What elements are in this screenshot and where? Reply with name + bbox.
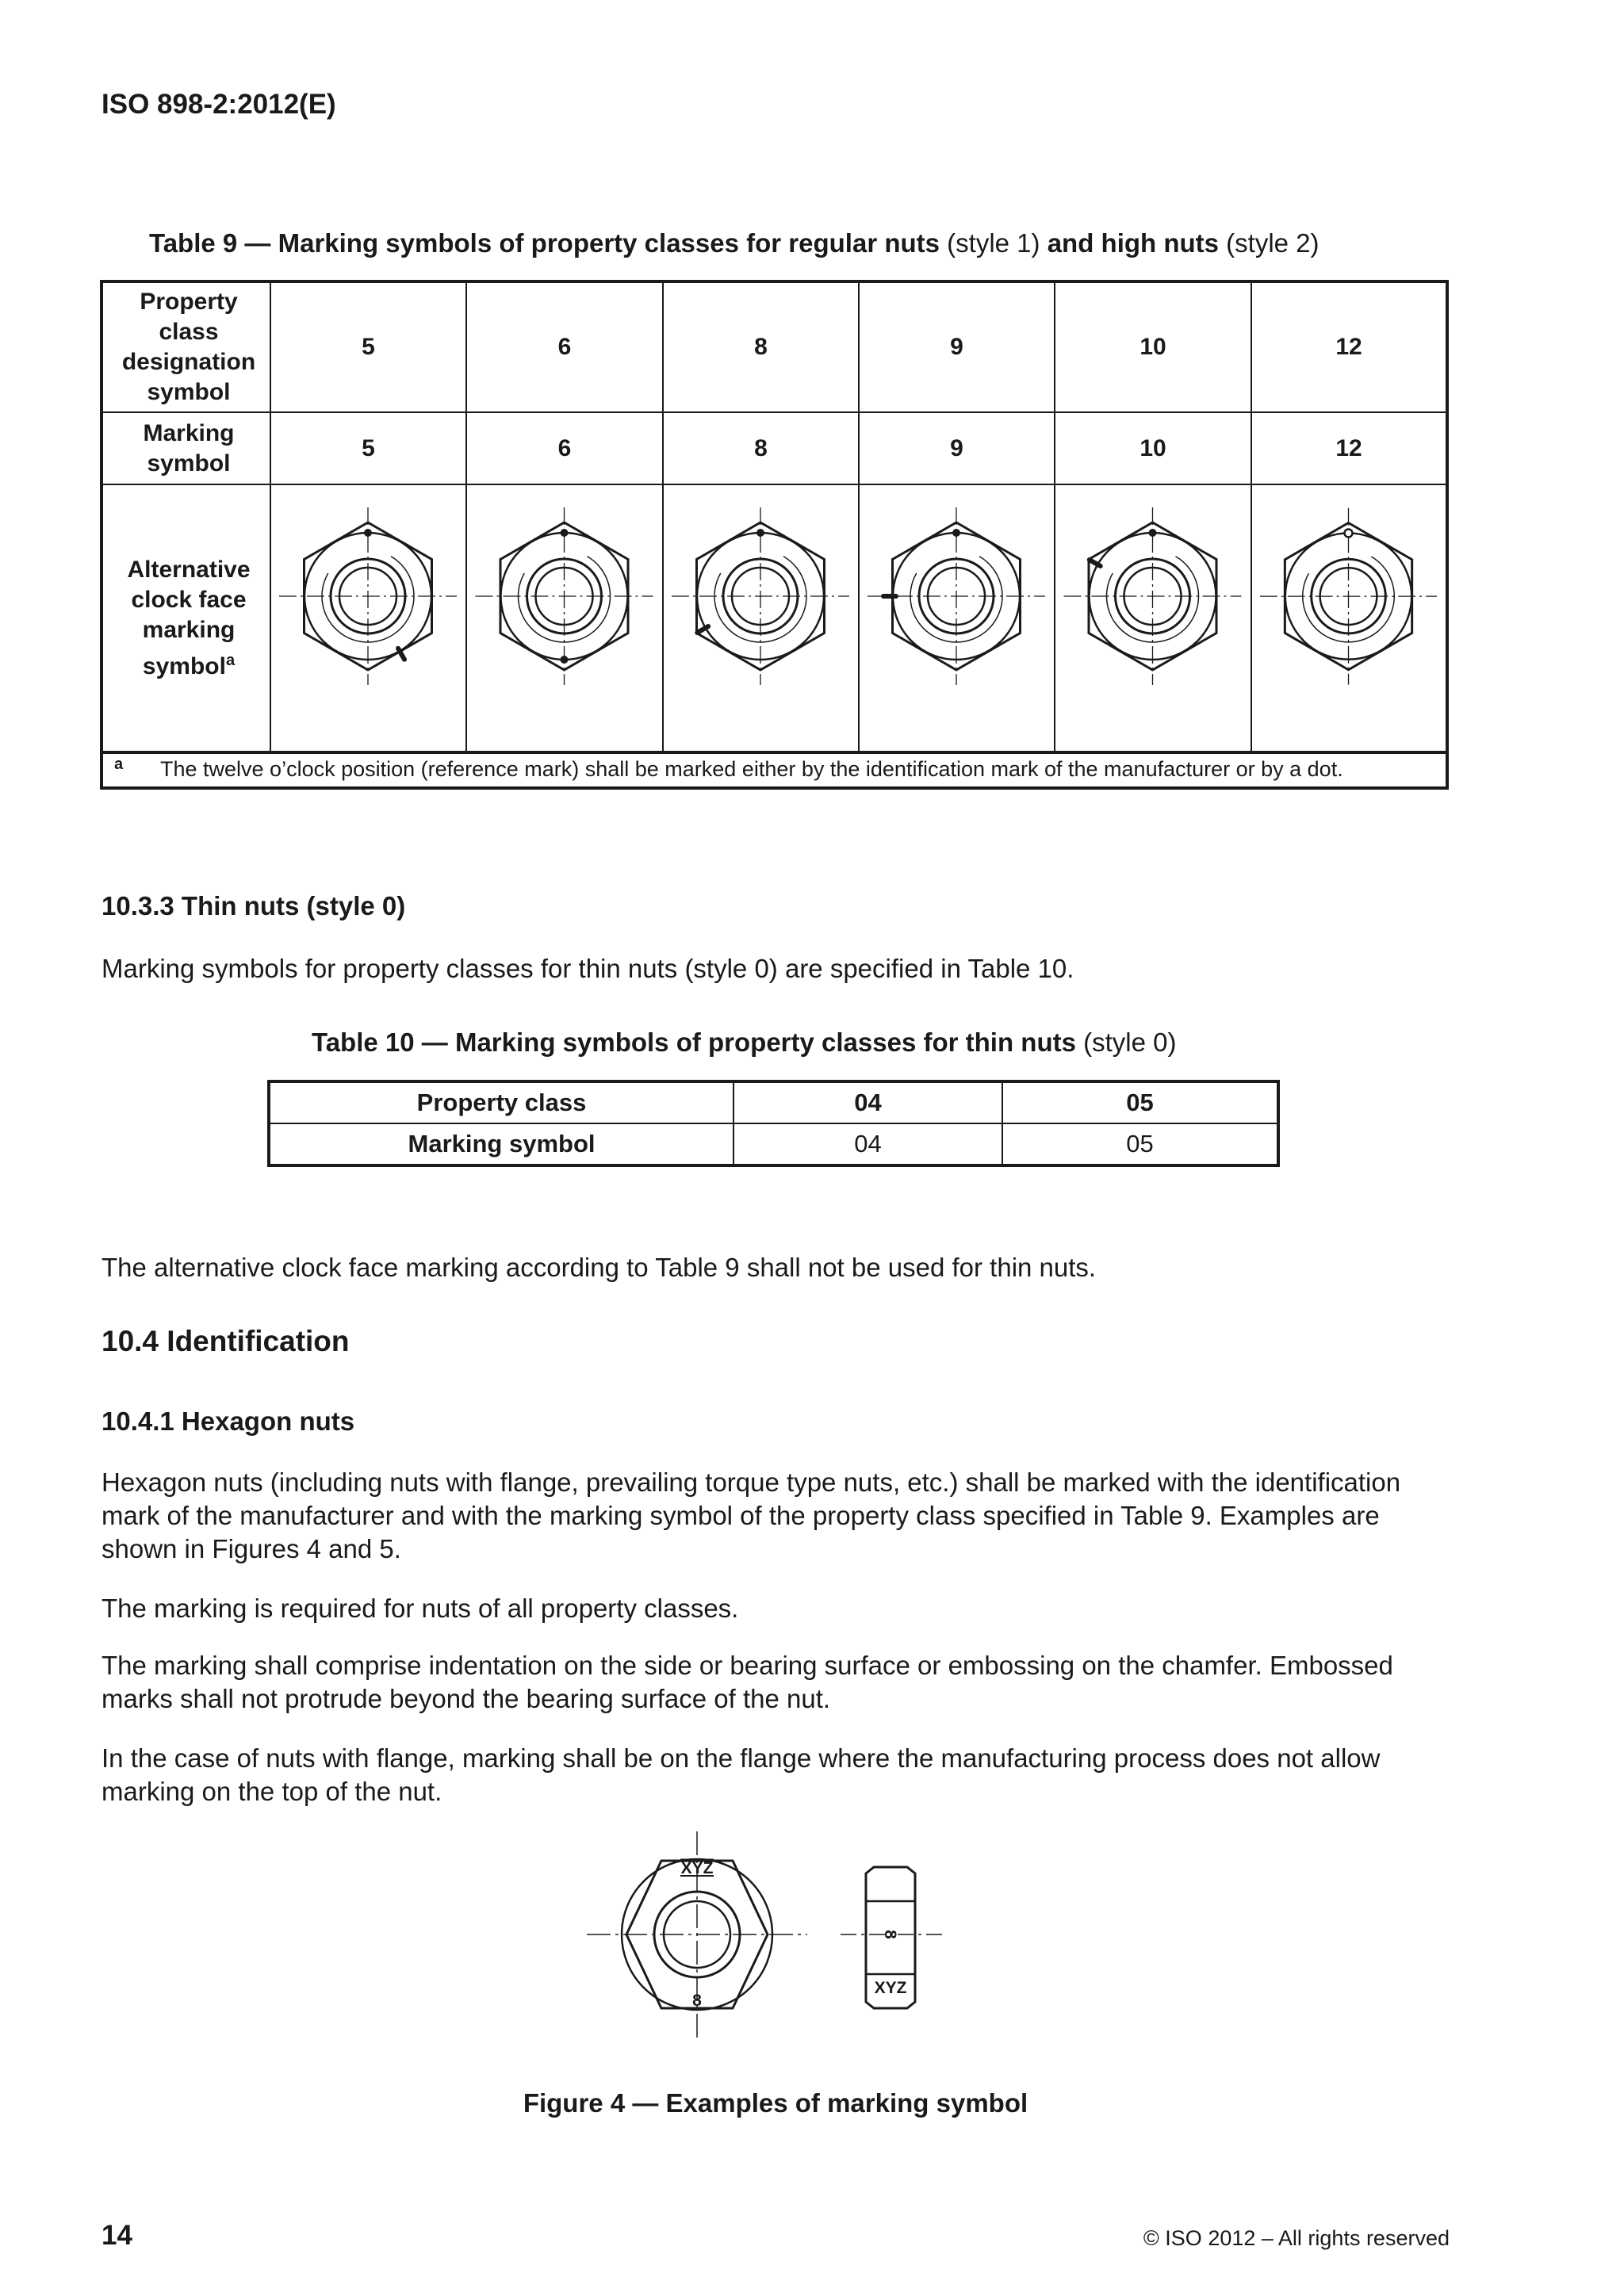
clock-face-nut-diagram [271, 485, 465, 751]
clock-face-nut-diagram [467, 485, 662, 751]
table10-header-property-class: Property class [416, 1089, 587, 1116]
table10 [267, 1080, 1280, 1167]
class-cell: 9 [950, 334, 963, 360]
section-heading: 10.3.3 Thin nuts (style 0) [102, 891, 406, 920]
table10-marking-cell: 04 [854, 1130, 882, 1158]
section-heading: 10.4 Identification [102, 1325, 350, 1357]
section-heading: 10.4.1 Hexagon nuts [102, 1406, 355, 1436]
reference-dot-icon [756, 529, 764, 537]
side-manufacturer-mark-label: XYZ [874, 1979, 907, 1997]
manufacturer-mark-label: XYZ [680, 1859, 714, 1877]
paragraph: Hexagon nuts (including nuts with flange, prevailing torque type nuts, etc.) shall be marked with the identification mark of the manufacturer and with the marking symbol of the property class specified in Table 9. Examples are shown in Figures 4 and 5. [102, 1468, 1401, 1563]
copyright: © ISO 2012 – All rights reserved [1143, 2226, 1450, 2250]
row-header-marking: Marking symbol [143, 419, 235, 476]
paragraph: The marking is required for nuts of all property classes. [102, 1594, 739, 1623]
paragraph: The marking shall comprise indentation on the side or bearing surface or embossing on the chamfer. Embossed marks shall not protrude beyond the bearing surface of the nut. [102, 1651, 1393, 1713]
table10-class-cell: 04 [854, 1089, 882, 1116]
figure4-caption: Figure 4 — Examples of marking symbol [523, 2088, 1028, 2118]
marking-cell: 5 [362, 434, 375, 461]
paragraph: In the case of nuts with flange, marking shall be on the flange where the manufacturing process does not allow marking on the top of the nut. [102, 1743, 1381, 1806]
table10-header-marking-symbol: Marking symbol [408, 1130, 596, 1158]
reference-dot-icon [952, 529, 960, 537]
marking-cell: 6 [557, 434, 572, 461]
reference-dot-icon [364, 529, 372, 537]
clock-face-nut-diagram [1252, 485, 1446, 751]
clock-face-nut-diagram [664, 485, 858, 751]
table10-caption: Table 10 — Marking symbols of property classes for thin nuts (style 0) [312, 1027, 1177, 1057]
class-mark-label: 8 [692, 1992, 702, 2010]
class-cell: 10 [1139, 334, 1166, 360]
class-cell: 12 [1335, 334, 1362, 360]
figure4-diagram [587, 1823, 967, 2053]
table9-caption: Table 9 — Marking symbols of property classes for regular nuts (style 1) and high nuts (style 2) [149, 228, 1320, 258]
table10-class-cell: 05 [1126, 1089, 1154, 1116]
clock-face-nut-diagram [1055, 485, 1251, 751]
class-mark-icon [1090, 560, 1101, 566]
footnote-text: The twelve o’clock position (reference mark) shall be marked either by the identification mark of the manufacturer or by a dot. [160, 757, 1343, 781]
marking-cell: 12 [1335, 434, 1362, 461]
row-header-designation: Property class designation symbol [121, 289, 256, 405]
marking-cell: 10 [1139, 434, 1166, 461]
table10-marking-cell: 05 [1126, 1130, 1154, 1158]
table9 [100, 280, 1449, 790]
class-cell: 5 [362, 334, 375, 360]
table-rule [103, 751, 1446, 754]
page-number: 14 [102, 2220, 132, 2251]
alternative-label: Alternative clock face marking symbol$^a$ [127, 556, 251, 679]
footnote-marker: a [114, 756, 124, 773]
clock-face-nut-diagram [860, 485, 1054, 751]
paragraph: The alternative clock face marking according to Table 9 shall not be used for thin nuts. [102, 1253, 1097, 1282]
document-id: ISO 898-2:2012(E) [102, 89, 336, 120]
marking-cell: 8 [754, 434, 768, 461]
side-class-mark-label: 8 [881, 1930, 899, 1939]
marking-cell: 9 [950, 434, 963, 461]
reference-dot-icon [1149, 529, 1157, 537]
reference-dot-icon [1345, 529, 1353, 537]
class-mark-icon [561, 656, 569, 664]
class-mark-icon [697, 626, 708, 633]
reference-dot-icon [561, 529, 569, 537]
class-cell: 6 [557, 334, 572, 360]
paragraph: Marking symbols for property classes for thin nuts (style 0) are specified in Table 10. [102, 954, 1074, 983]
class-cell: 8 [754, 334, 768, 360]
row-header-alternative [109, 485, 268, 751]
